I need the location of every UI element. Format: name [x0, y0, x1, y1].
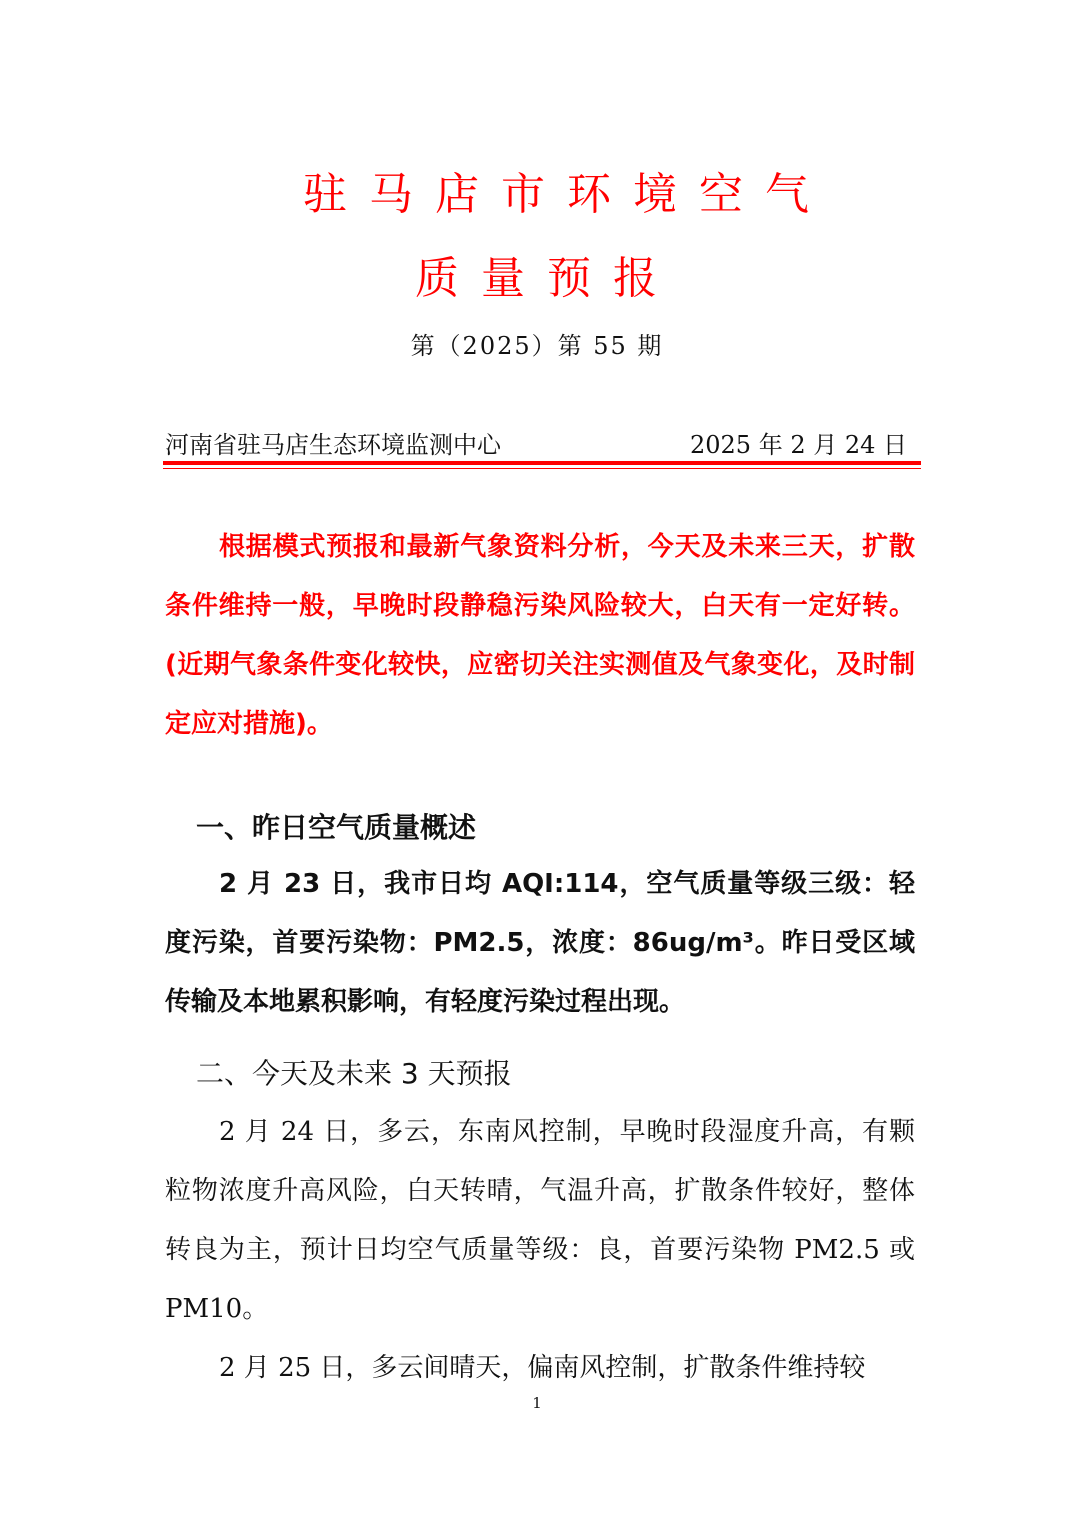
- page-number: 1: [532, 1394, 542, 1412]
- report-title-line1: 驻马店市环境空气: [303, 169, 831, 220]
- forecast-summary: 根据模式预报和最新气象资料分析，今天及未来三天，扩散条件维持一般，早晚时段静稳污染风险较大，白天有一定好转。(近期气象条件变化较快，应密切关注实测值及气象变化，及时制定应对措施)。: [165, 532, 915, 739]
- forecast-day1: 2 月 24 日，多云，东南风控制，早晚时段湿度升高，有颗粒物浓度升高风险，白天转晴，气温升高，扩散条件较好，整体转良为主，预计日均空气质量等级：良，首要污染物 PM2.5 或 PM10。: [165, 1117, 915, 1324]
- forecast-day2: 2 月 25 日，多云间晴天，偏南风控制，扩散条件维持较: [219, 1353, 866, 1383]
- section1-heading: 一、昨日空气质量概述: [196, 811, 477, 844]
- report-title-line2: 质量预报: [415, 253, 679, 304]
- header-divider-thick: [163, 461, 921, 465]
- header-divider-thin: [163, 468, 921, 469]
- issuing-organization: 河南省驻马店生态环境监测中心: [165, 431, 501, 459]
- section2-heading: 二、今天及未来 3 天预报: [196, 1057, 512, 1090]
- section1-text: 2 月 23 日，我市日均 AQI:114，空气质量等级三级：轻度污染，首要污染物：PM2.5，浓度：86ug/m³。昨日受区域传输及本地累积影响，有轻度污染过程出现。: [165, 869, 915, 1017]
- issue-number: 第（2025）第 55 期: [410, 332, 664, 360]
- issue-date: 2025 年 2 月 24 日: [690, 431, 908, 459]
